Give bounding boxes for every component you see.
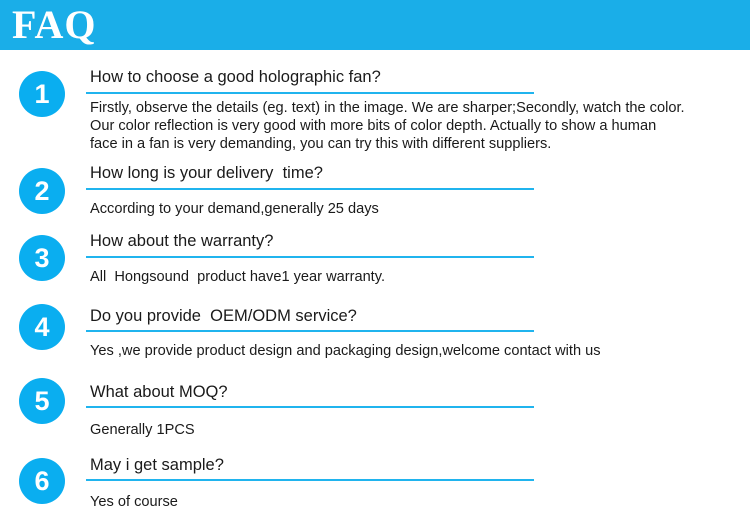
divider-line	[86, 406, 534, 408]
page-title: FAQ	[12, 2, 97, 47]
answer-line: face in a fan is very demanding, you can try this with different suppliers.	[90, 136, 552, 152]
answer-line: Generally 1PCS	[90, 422, 195, 438]
number-badge: 6	[19, 458, 65, 504]
number-badge: 1	[19, 71, 65, 117]
number-badge: 4	[19, 304, 65, 350]
answer-line: Firstly, observe the details (eg. text) in the image. We are sharper;Secondly, watch the color.	[90, 100, 685, 116]
divider-line	[86, 188, 534, 190]
question-text: How about the warranty?	[90, 232, 274, 250]
answer-line: According to your demand,generally 25 days	[90, 201, 379, 217]
number-badge: 5	[19, 378, 65, 424]
divider-line	[86, 256, 534, 258]
number-badge: 2	[19, 168, 65, 214]
answer-line: Yes of course	[90, 494, 178, 510]
question-text: How long is your delivery time?	[90, 164, 323, 182]
divider-line	[86, 330, 534, 332]
question-text: What about MOQ?	[90, 383, 228, 401]
question-text: How to choose a good holographic fan?	[90, 68, 381, 86]
number-badge: 3	[19, 235, 65, 281]
answer-line: All Hongsound product have1 year warranty.	[90, 269, 386, 285]
question-text: Do you provide OEM/ODM service?	[90, 307, 357, 325]
answer-line: Our color reflection is very good with more bits of color depth. Actually to show a human	[90, 118, 657, 134]
question-text: May i get sample?	[90, 456, 224, 474]
divider-line	[86, 92, 534, 94]
answer-line: Yes ,we provide product design and packaging design,welcome contact with us	[90, 343, 601, 359]
divider-line	[86, 479, 534, 481]
faq-header-bar	[0, 0, 750, 50]
